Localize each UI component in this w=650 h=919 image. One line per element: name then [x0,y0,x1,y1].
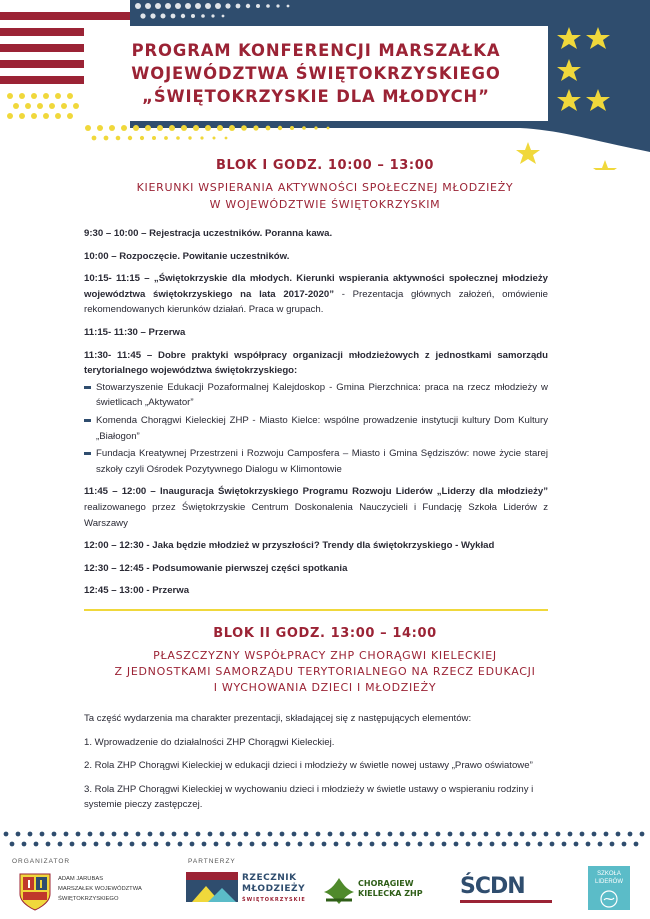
agenda-item: 12:45 – 13:00 - Przerwa [84,585,190,597]
bullet-icon [84,419,91,422]
scdn-underline [460,900,552,903]
rzecznik-logo-mark [186,872,238,906]
scdn-logo: ŚCDN [460,874,525,899]
title-line-3: „ŚWIĘTOKRZYSKIE DLA MŁODYCH” [142,87,490,106]
block1-agenda [84,226,548,606]
organizer-text: ADAM JARUBAS MARSZAŁEK WOJEWÓDZTWA ŚWIĘTOKRZYSKIEGO [58,876,142,902]
coat-of-arms-logo [18,872,52,912]
agenda-item: 10:00 – Rozpoczęcie. Powitanie uczestników. [84,250,290,262]
szkola-liderow-logo: SZKOŁA LIDERÓW [588,866,630,910]
agenda-subitem: Fundacja Kreatywnej Przestrzeni i Rozwoju Camposfera – Miasto i Gmina Sędziszów: nowe życie starej szkoły czyli Ośrodek Pozytywnego Dialogu w Klimontowie [84,446,548,477]
agenda-subitem: Komenda Chorągwi Kieleckiej ZHP - Miasto Kielce: wspólne prowadzenie instytucji kultury Dom Kultury „Białogon” [84,413,548,444]
title-box [84,26,548,121]
block2-body [84,711,554,821]
agenda-subitem: Stowarzyszenie Edukacji Pozaformalnej Kalejdoskop - Gmina Pierzchnica: praca na rzecz młodzieży w świetlicach „Aktywator” [84,380,548,411]
block2-point: 2. Rola ZHP Chorągwi Kieleckiej w edukacji dzieci i młodzieży w świetle nowej ustawy „Prawo oświatowe” [84,760,533,772]
agenda-item: 11:15- 11:30 – Przerwa [84,326,186,338]
block2-subheading-1: PŁASZCZYZNY WSPÓŁPRACY ZHP CHORĄGWI KIELECKIEJ [153,649,497,662]
block1-subheading-1: KIERUNKI WSPIERANIA AKTYWNOŚCI SPOŁECZNEJ MŁODZIEŻY [136,181,514,194]
agenda-item: 12:00 – 12:30 - Jaka będzie młodzież w przyszłości? Trendy dla świętokrzyskiego - Wykład [84,540,495,552]
block2-subheading-2: Z JEDNOSTKAMI SAMORZĄDU TERYTORIALNEGO NA RZECZ EDUKACJI [114,665,536,678]
bullet-icon [84,452,91,455]
partners-label: PARTNERZY [188,858,236,865]
zhp-lily-logo [322,876,356,906]
block2-point: 3. Rola ZHP Chorągwi Kieleckiej w wychowaniu dzieci i młodzieży w świetle ustawy o wspieraniu rodziny i systemie pieczy zastępczej. [84,783,534,811]
block1-subheading-2: W WOJEWÓDZTWIE ŚWIĘTOKRZYSKIM [209,198,441,211]
agenda-item: 12:30 – 12:45 - Podsumowanie pierwszej części spotkania [84,562,348,574]
rzecznik-logo-text: RZECZNIK MŁODZIEŻY ŚWIĘTOKRZYSKIE [242,873,306,903]
footer-dot-band [0,826,650,856]
block2-subheading-3: I WYCHOWANIA DZIECI I MŁODZIEŻY [213,681,437,694]
title-line-2: WOJEWÓDZTWA ŚWIĘTOKRZYSKIEGO [131,64,501,83]
block2-intro: Ta część wydarzenia ma charakter prezentacji, składającej się z następujących elementów: [84,713,472,724]
title-line-1: PROGRAM KONFERENCJI MARSZAŁKA [131,41,501,60]
szkola-liderow-emblem-icon [599,889,619,909]
block1-heading: BLOK I GODZ. 10:00 – 13:00 [215,158,435,173]
organizer-label: ORGANIZATOR [12,858,71,865]
agenda-item: 11:30- 11:45 – Dobre praktyki współpracy organizacji młodzieżowych z jednostkami samorządu terytorialnego województwa świętokrzyskiego: [84,349,548,377]
agenda-item: 9:30 – 10:00 – Rejestracja uczestników. Poranna kawa. [84,228,333,239]
block2-point: 1. Wprowadzenie do działalności ZHP Chorągwi Kieleckiej. [84,736,335,748]
block2-heading: BLOK II GODZ. 13:00 – 14:00 [213,626,437,641]
section-divider [84,609,548,611]
agenda-item: 11:45 – 12:00 – Inauguracja Świętokrzyskiego Programu Rozwoju Liderów „Liderzy dla młodzieży” realizowanego przez Świętokrzyskie Centrum Doskonalenia Nauczycieli i Fundację Szkoła Liderów z Warszawy [84,486,548,529]
agenda-item: 10:15- 11:15 – „Świętokrzyskie dla młodych. Kierunki wspierania aktywności społecznej młodzieży województwa świętokrzyskiego na lata 2017-2020” - Prezentacja głównych założeń, omówienie rekomendowanych kierunków działań. Praca w grupach. [84,273,548,316]
zhp-logo-text: CHORĄGIEW KIELECKA ZHP [358,879,423,898]
bullet-icon [84,386,91,389]
